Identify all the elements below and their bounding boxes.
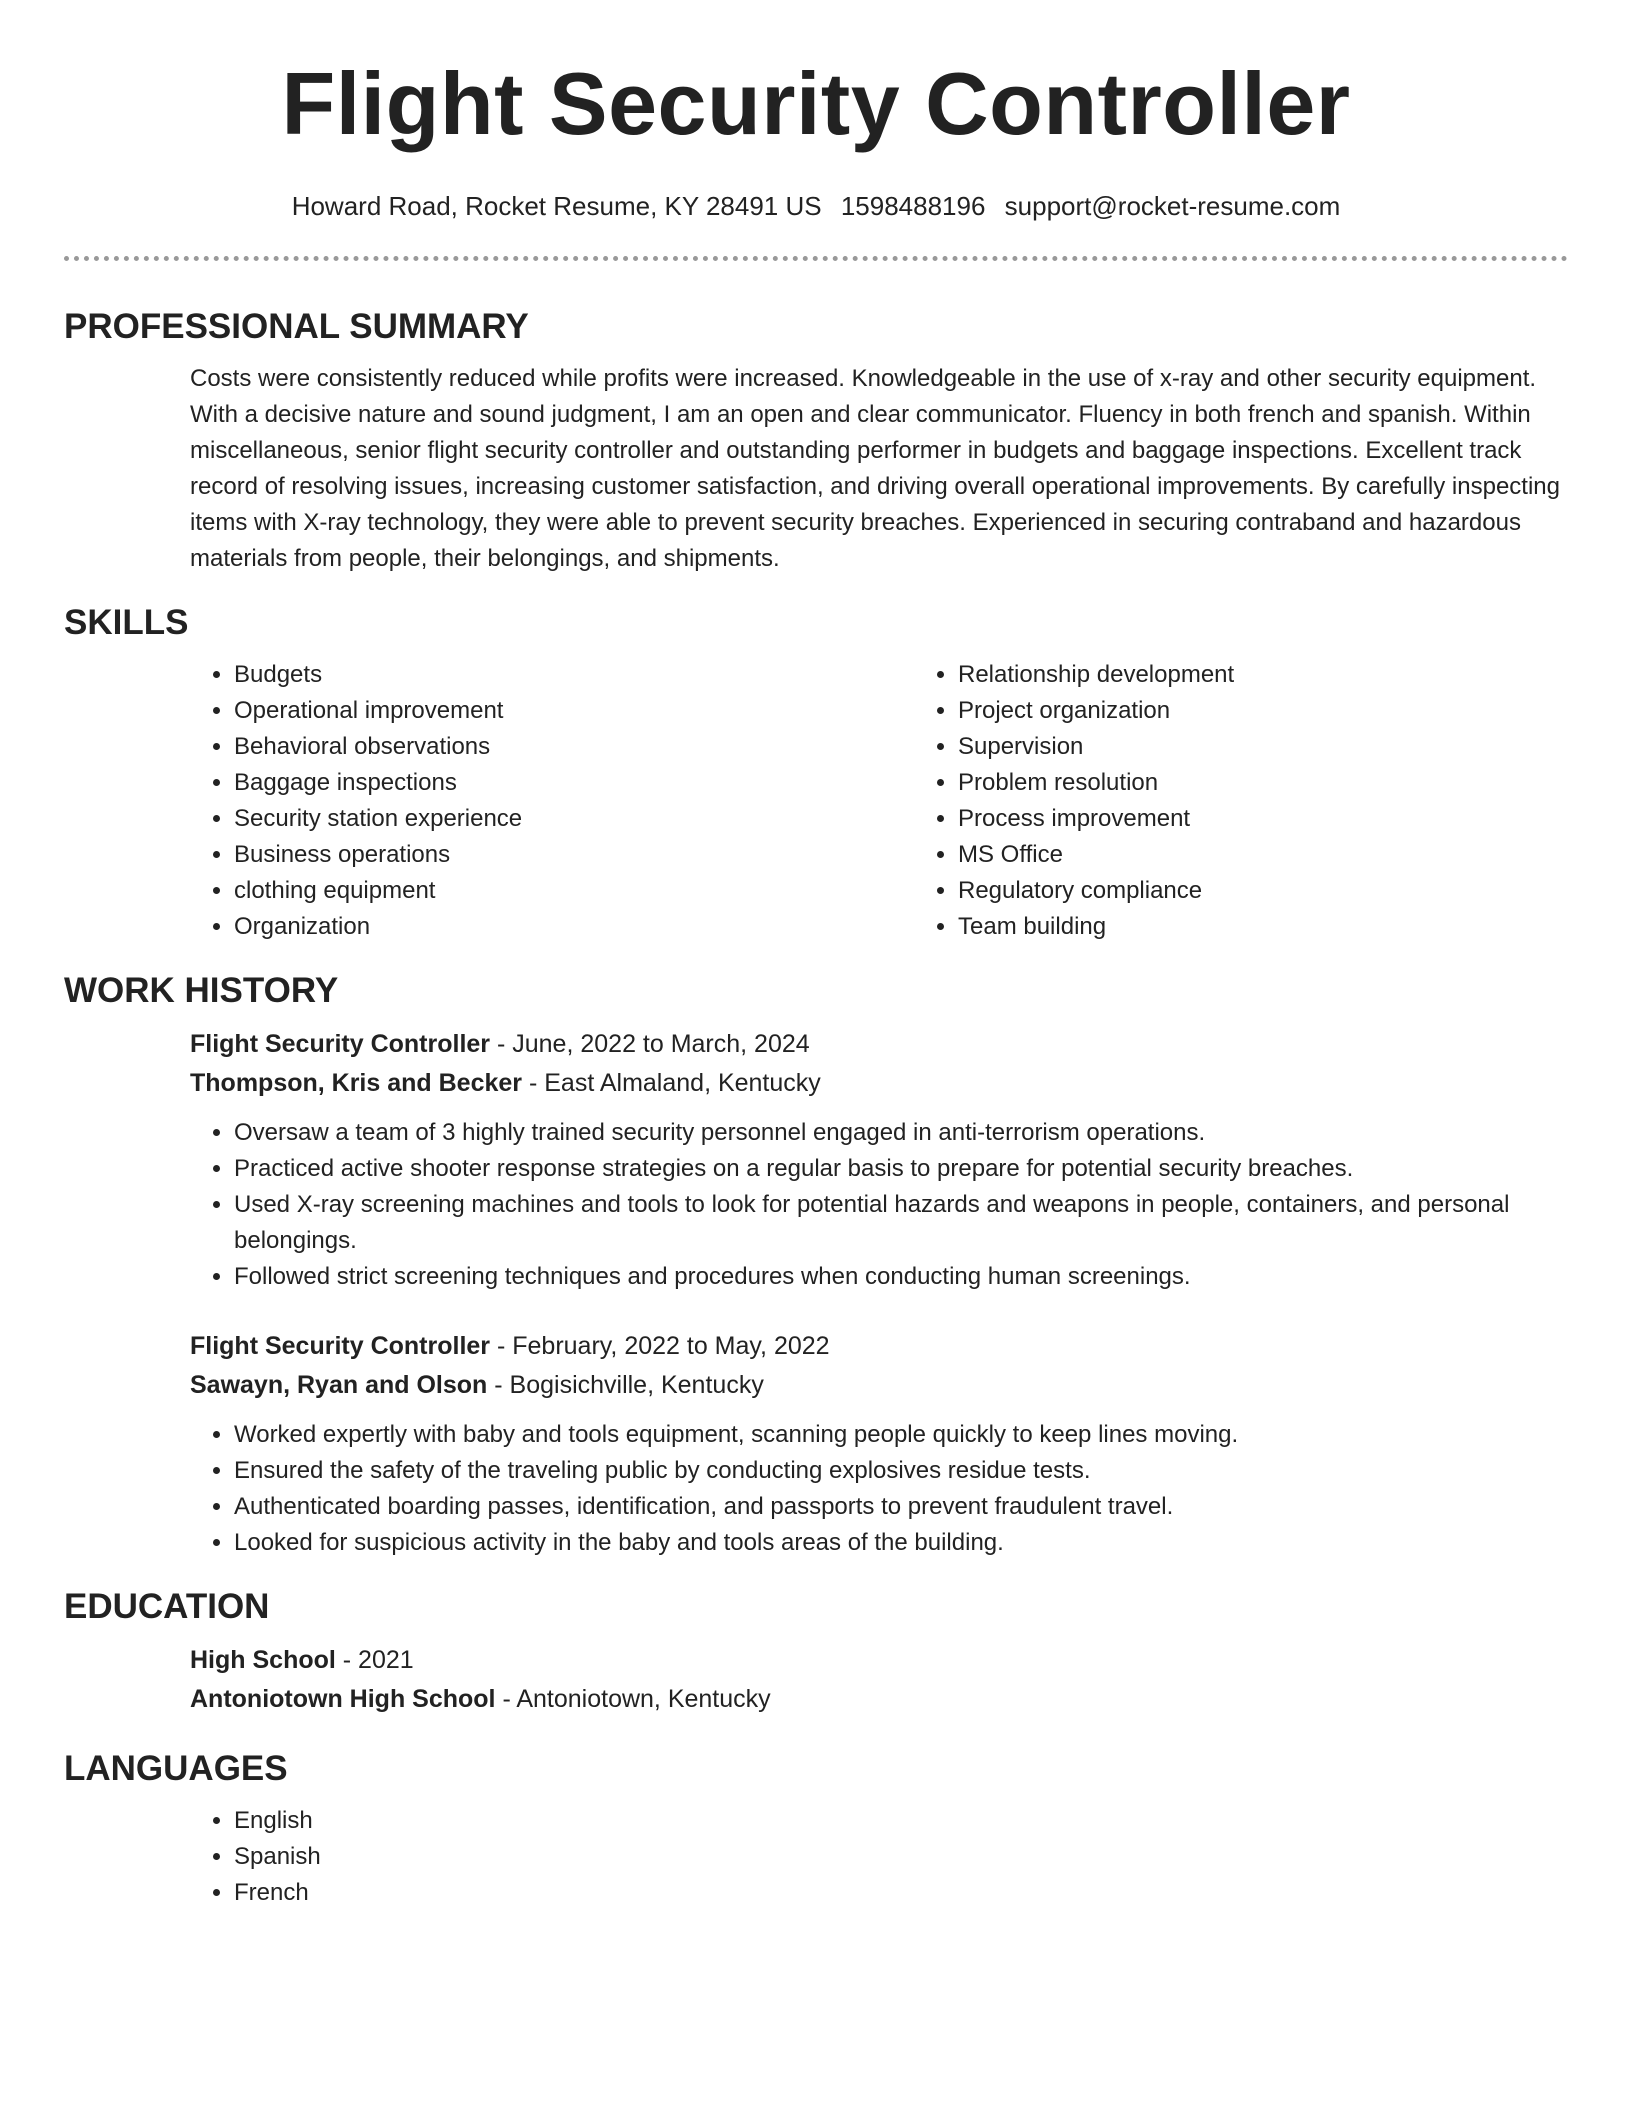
job-location: - Bogisichville, Kentucky bbox=[487, 1371, 764, 1399]
contact-email[interactable]: support@rocket-resume.com bbox=[1004, 191, 1341, 221]
job-duty: • Oversaw a team of 3 highly trained security personnel engaged in anti-terrorism operations. bbox=[234, 1115, 1568, 1151]
education-location: - Antoniotown, Kentucky bbox=[495, 1685, 771, 1713]
skill-item: • Regulatory compliance bbox=[958, 873, 1632, 909]
job-duty: • Practiced active shooter response strategies on a regular basis to prepare for potential security breaches. bbox=[234, 1151, 1568, 1187]
skills-list-right bbox=[914, 657, 1632, 945]
skill-item: • clothing equipment bbox=[234, 873, 914, 909]
languages-list bbox=[190, 1803, 1568, 1911]
skill-item: • Baggage inspections bbox=[234, 765, 914, 801]
skill-item: • Project organization bbox=[958, 693, 1632, 729]
education-school-line bbox=[190, 1680, 1568, 1719]
languages-heading: LANGUAGES bbox=[64, 1749, 288, 1788]
resume-name-title: Flight Security Controller bbox=[281, 54, 1351, 153]
job-company: Thompson, Kris and Becker bbox=[190, 1069, 523, 1097]
job-duty: • Authenticated boarding passes, identification, and passports to prevent fraudulent travel. bbox=[234, 1489, 1568, 1525]
skill-item: • Operational improvement bbox=[234, 693, 914, 729]
job-company-line bbox=[190, 1064, 1568, 1103]
education-school: Antoniotown High School bbox=[190, 1685, 496, 1713]
education-section bbox=[190, 1641, 1568, 1719]
languages-section bbox=[190, 1803, 1568, 1911]
language-item: • Spanish bbox=[234, 1839, 1568, 1875]
skill-item: • Supervision bbox=[958, 729, 1632, 765]
skill-item: • Security station experience bbox=[234, 801, 914, 837]
work-history-section bbox=[190, 1025, 1568, 1561]
header-divider bbox=[64, 256, 1568, 261]
job-entry bbox=[190, 1327, 1568, 1561]
contact-address: Howard Road, Rocket Resume, KY 28491 US bbox=[291, 191, 822, 221]
language-item: • French bbox=[234, 1875, 1568, 1911]
summary-heading: PROFESSIONAL SUMMARY bbox=[64, 307, 529, 346]
education-degree: High School bbox=[190, 1646, 336, 1674]
skill-item: • MS Office bbox=[958, 837, 1632, 873]
job-company: Sawayn, Ryan and Olson bbox=[190, 1371, 488, 1399]
work-history-heading: WORK HISTORY bbox=[64, 971, 339, 1010]
skill-item: • Process improvement bbox=[958, 801, 1632, 837]
job-title-line bbox=[190, 1025, 1568, 1064]
education-heading: EDUCATION bbox=[64, 1587, 270, 1626]
skill-item: • Business operations bbox=[234, 837, 914, 873]
job-duty: • Used X-ray screening machines and tools to look for potential hazards and weapons in people, containers, and personal belongings. bbox=[234, 1187, 1568, 1259]
job-role: Flight Security Controller bbox=[190, 1332, 491, 1360]
job-location: - East Almaland, Kentucky bbox=[522, 1069, 821, 1097]
summary-text: Costs were consistently reduced while profits were increased. Knowledgeable in the use of x-ray and other security equipment. With a decisive nature and sound judgment, I am an open and clear communicator. Fluency in both french and spanish. Within miscellaneous, senior flight security controller and outstanding performer in budgets and baggage inspections. Excellent track record of resolving issues, increasing customer satisfaction, and driving overall operational improvements. By carefully inspecting items with X-ray technology, they were able to prevent security breaches. Experienced in securing contraband and hazardous materials from people, their belongings, and shipments. bbox=[190, 365, 1560, 572]
job-title-line bbox=[190, 1327, 1568, 1366]
job-duty: • Worked expertly with baby and tools equipment, scanning people quickly to keep lines moving. bbox=[234, 1417, 1568, 1453]
job-dates: - June, 2022 to March, 2024 bbox=[490, 1030, 810, 1058]
job-company-line bbox=[190, 1366, 1568, 1405]
skills-section bbox=[190, 657, 1568, 945]
contact-line bbox=[64, 188, 1568, 224]
job-duty: • Ensured the safety of the traveling public by conducting explosives residue tests. bbox=[234, 1453, 1568, 1489]
skills-heading: SKILLS bbox=[64, 603, 189, 642]
job-entry bbox=[190, 1025, 1568, 1295]
skill-item: • Organization bbox=[234, 909, 914, 945]
skills-list-left bbox=[190, 657, 914, 945]
job-role: Flight Security Controller bbox=[190, 1030, 491, 1058]
education-year: - 2021 bbox=[335, 1646, 414, 1674]
skill-item: • Team building bbox=[958, 909, 1632, 945]
job-duty: • Followed strict screening techniques and procedures when conducting human screenings. bbox=[234, 1259, 1568, 1295]
skill-item: • Relationship development bbox=[958, 657, 1632, 693]
job-duties-list bbox=[190, 1417, 1568, 1561]
education-degree-line bbox=[190, 1641, 1568, 1680]
summary-section bbox=[190, 361, 1568, 577]
skill-item: • Problem resolution bbox=[958, 765, 1632, 801]
skill-item: • Budgets bbox=[234, 657, 914, 693]
job-duty: • Looked for suspicious activity in the baby and tools areas of the building. bbox=[234, 1525, 1568, 1561]
contact-phone: 1598488196 bbox=[840, 191, 986, 221]
job-duties-list bbox=[190, 1115, 1568, 1295]
job-dates: - February, 2022 to May, 2022 bbox=[490, 1332, 830, 1360]
language-item: • English bbox=[234, 1803, 1568, 1839]
skill-item: • Behavioral observations bbox=[234, 729, 914, 765]
